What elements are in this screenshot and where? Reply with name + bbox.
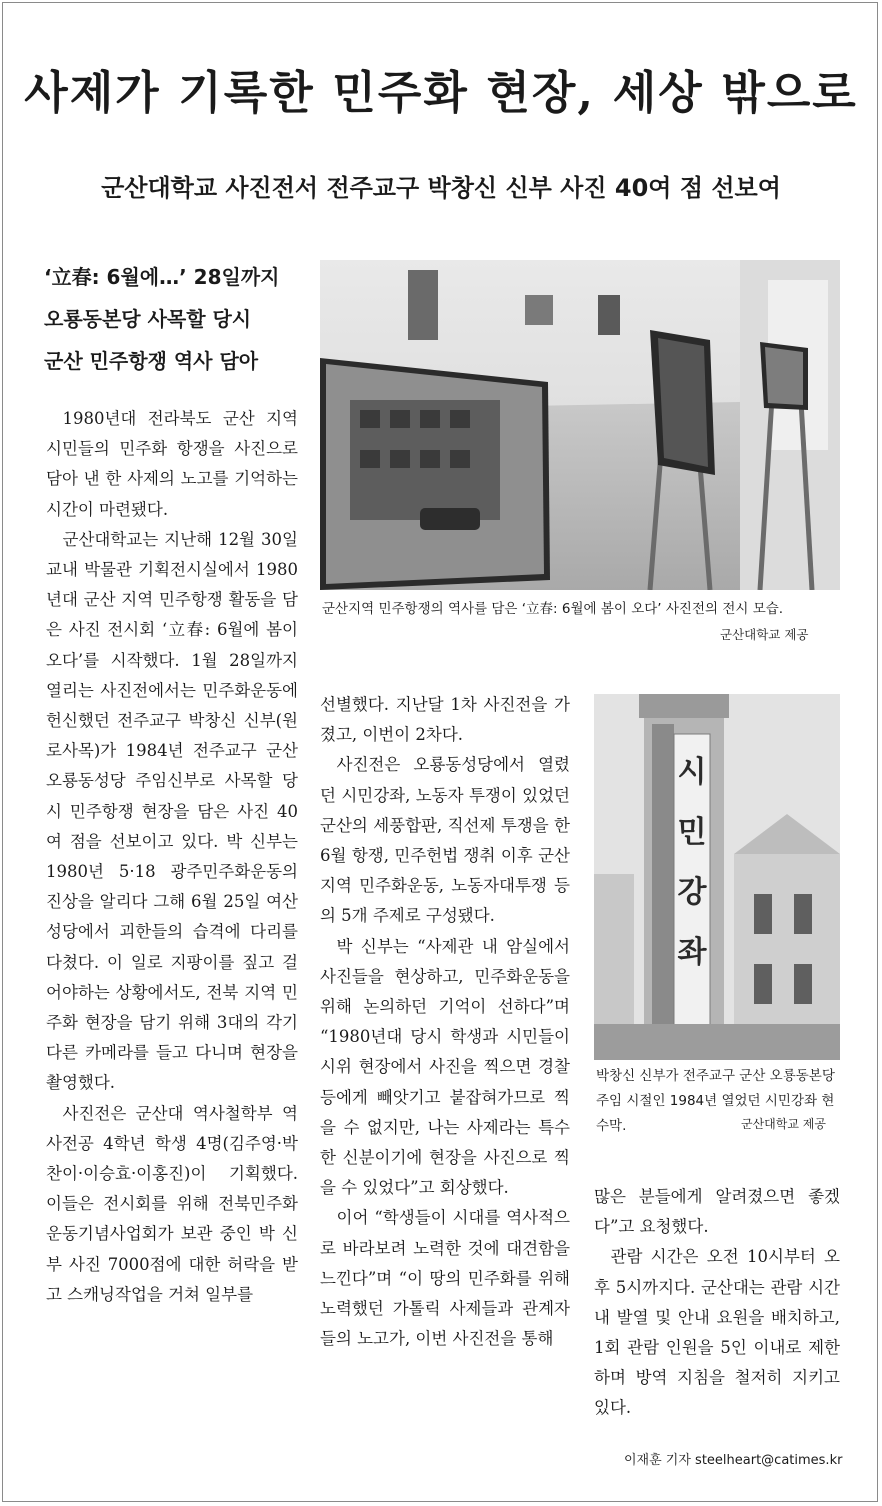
exhibition-photo-image	[320, 260, 840, 590]
tower-banner-photo-image	[594, 694, 840, 1060]
paragraph: 사진전은 군산대 역사철학부 역사전공 4학년 학생 4명(김주영·박찬이·이승효·이홍진)이 기획했다. 이들은 전시회를 위해 전북민주화운동기념사업회가 보관 중인 박 신부 사진 7000점에 대한 허락을 받고 스캐닝작업을 거쳐 일부를	[46, 1103, 298, 1304]
side-headline-2: 오룡동본당 사목할 당시	[44, 307, 252, 331]
side-headlines	[44, 256, 309, 382]
side-headline-3: 군산 민주항쟁 역사 담아	[44, 349, 259, 373]
paragraph: 관람 시간은 오전 10시부터 오후 5시까지다. 군산대는 관람 시간 내 발열 및 안내 요원을 배치하고, 1회 관람 인원을 5인 이내로 제한하며 방역 지침을 철저히 지키고 있다.	[594, 1247, 840, 1418]
banner-char: 좌	[677, 935, 707, 970]
paragraph: 박 신부는 “사제관 내 암실에서 사진들을 현상하고, 민주화운동을 위해 논의하던 기억이 선하다”며 “1980년대 당시 학생과 시민들이 시위 현장에서 사진을 찍으면 경찰 등에게 빼앗기고 붙잡혀가므로 찍을 수 없지만, 나는 사제라는 특수한 신분이기에 현장을 사진으로 찍을 수 있었다”고 회상했다.	[320, 936, 570, 1198]
paragraph: 이어 “학생들이 시대를 역사적으로 바라보려 노력한 것에 대견함을 느낀다”며 “이 땅의 민주화를 위해 노력했던 가톨릭 사제들과 관계자들의 노고가, 이번 사진전을 통해	[320, 1208, 570, 1349]
paragraph: 군산대학교는 지난해 12월 30일 교내 박물관 기획전시실에서 1980년대 군산 지역 민주항쟁 활동을 담은 사진 전시회 ‘立春: 6월에 봄이 오다’를 시작했다. 1월 28일까지 열리는 사진전에서는 민주화운동에 헌신했던 전주교구 박창신 신부(원로사목)가 1984년 전주교구 군산 오룡동성당 주임신부로 사목할 당시 민주항쟁 현장을 담은 사진 40여 점을 선보이고 있다. 박 신부는 1980년 5·18 광주민주화운동의 진상을 알리다 그해 6월 25일 여산성당에서 괴한들의 습격에 다리를 다쳤다. 이 일로 지팡이를 짚고 걸어야하는 상황에서도, 전북 지역 민주화 현장을 담기 위해 3대의 각기 다른 카메라를 들고 다니며 현장을 촬영했다.	[46, 529, 298, 1093]
paragraph-continued: 많은 분들에게 알려졌으면 좋겠다”고 요청했다.	[594, 1187, 840, 1237]
article-column-3	[594, 1182, 840, 1424]
exhibition-photo	[320, 260, 840, 590]
paragraph: 1980년대 전라북도 군산 지역 시민들의 민주화 항쟁을 사진으로 담아 낸 한 사제의 노고를 기억하는 시간이 마련됐다.	[46, 409, 298, 519]
article-column-1	[46, 404, 298, 1310]
tower-banner-photo	[594, 694, 840, 1060]
photo-credit: 군산대학교 제공	[741, 1117, 826, 1131]
photo-caption: 박창신 신부가 전주교구 군산 오룡동본당 주임 시절인 1984년 열었던 시민강좌 현수막.	[596, 1068, 835, 1134]
side-headline-1: ‘立春: 6월에…’ 28일까지	[44, 265, 280, 289]
photo-caption: 군산지역 민주항쟁의 역사를 담은 ‘立春: 6월에 봄이 오다’ 사진전의 전시 모습.	[322, 601, 784, 617]
banner-char: 시	[677, 755, 707, 790]
byline: 이재훈 기자 steelheart@catimes.kr	[624, 1453, 843, 1468]
article-column-2	[320, 690, 570, 1354]
photo-credit: 군산대학교 제공	[720, 627, 809, 642]
paragraph: 사진전은 오룡동성당에서 열렸던 시민강좌, 노동자 투쟁이 있었던 군산의 세풍합판, 직선제 투쟁을 한 6월 항쟁, 민주헌법 쟁취 이후 군산지역 민주화운동, 노동자대투쟁 등의 5개 주제로 구성됐다.	[320, 755, 570, 926]
subheadline: 군산대학교 사진전서 전주교구 박창신 신부 사진 40여 점 선보여	[101, 174, 781, 202]
headline: 사제가 기록한 민주화 현장, 세상 밖으로	[24, 66, 858, 119]
paragraph-continued: 선별했다. 지난달 1차 사진전을 가졌고, 이번이 2차다.	[320, 695, 570, 745]
banner-char: 강	[677, 875, 707, 910]
banner-char: 민	[677, 815, 707, 850]
